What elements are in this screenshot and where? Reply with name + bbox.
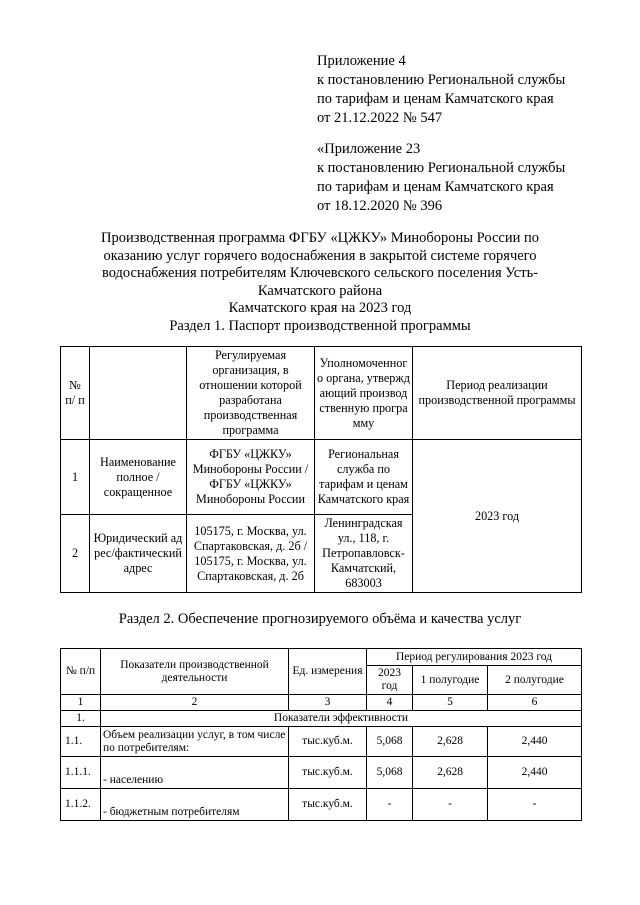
t2-header-indicator: Показатели производственной деятельности (101, 649, 289, 695)
t2-header-year: 2023 год (367, 666, 413, 695)
t1-row2-label: Юридический адрес/фактический адрес (90, 515, 187, 593)
title-line-5: Камчатского края на 2023 год (228, 300, 412, 316)
t1-row1-num: 1 (61, 440, 90, 515)
t1-row1-label: Наименование полное / сокращенное (90, 440, 187, 515)
t2-row3-unit: тыс.куб.м. (289, 789, 367, 821)
t2-header-unit: Ед. измерения (289, 649, 367, 695)
t2-index-4: 4 (367, 695, 413, 711)
t2-header-h1: 1 полугодие (413, 666, 488, 695)
document-title (60, 230, 580, 318)
t2-index-2: 2 (101, 695, 289, 711)
t2-row1-num: 1.1. (61, 727, 101, 757)
t1-header-period: Период реализации производственной программы (413, 347, 582, 440)
passport-table (60, 346, 582, 593)
t2-row1-h2: 2,440 (488, 727, 582, 757)
t2-row3-h2: - (488, 789, 582, 821)
annex-4-line-1: Приложение 4 (317, 53, 406, 69)
t2-row2-year: 5,068 (367, 757, 413, 789)
t2-row1-h1: 2,628 (413, 727, 488, 757)
t2-index-6: 6 (488, 695, 582, 711)
t1-row1-authority: Региональная служба по тарифам и ценам Камчатского края (315, 440, 413, 515)
annex-23-line-4: от 18.12.2020 № 396 (317, 198, 443, 214)
title-line-1: Производственная программа ФГБУ «ЦЖКУ» Минобороны России по (101, 230, 539, 246)
t1-row2-num: 2 (61, 515, 90, 593)
t2-row2-num: 1.1.1. (61, 757, 101, 789)
annex-4-line-2: к постановлению Региональной службы (317, 72, 566, 88)
t2-row3-h1: - (413, 789, 488, 821)
services-table (60, 648, 582, 821)
t2-index-1: 1 (61, 695, 101, 711)
t1-period-value: 2023 год (413, 440, 582, 593)
section-1-title: Раздел 1. Паспорт производственной программы (169, 318, 471, 334)
t2-index-3: 3 (289, 695, 367, 711)
t1-row1-org: ФГБУ «ЦЖКУ» Минобороны России / ФГБУ «ЦЖКУ» Минобороны России (187, 440, 315, 515)
title-line-2: оказанию услуг горячего водоснабжения в закрытой системе горячего (103, 247, 537, 264)
annex-4-line-4: от 21.12.2022 № 547 (317, 110, 443, 126)
annex-4-block (317, 52, 565, 128)
t2-header-period: Период регулирования 2023 год (367, 649, 582, 666)
t2-row3-year: - (367, 789, 413, 821)
title-line-4: Камчатского района (257, 282, 383, 299)
t2-header-h2: 2 полугодие (488, 666, 582, 695)
t2-row2-h2: 2,440 (488, 757, 582, 789)
t2-section-num: 1. (61, 711, 101, 727)
t2-row2-h1: 2,628 (413, 757, 488, 789)
t2-row1-unit: тыс.куб.м. (289, 727, 367, 757)
annex-23-line-1: «Приложение 23 (317, 141, 421, 157)
t2-row2-label: - населению (101, 757, 289, 789)
t1-row2-org: 105175, г. Москва, ул. Спартаковская, д. 2б / 105175, г. Москва, ул. Спартаковская, д. 2б (187, 515, 315, 593)
title-line-3: водоснабжения потребителям Ключевского сельского поселения Усть- (101, 265, 539, 281)
t2-row3-label: - бюджетным потребителям (101, 789, 289, 821)
annex-4-line-3: по тарифам и ценам Камчатского края (317, 91, 554, 107)
annex-23-line-3: по тарифам и ценам Камчатского края (317, 179, 554, 195)
t1-header-org: Регулируемая организация, в отношении которой разработана производственная программа (187, 347, 315, 440)
t2-index-5: 5 (413, 695, 488, 711)
t1-header-authority: Уполномоченного органа, утверждающий производственную программу (315, 347, 413, 440)
t2-row1-year: 5,068 (367, 727, 413, 757)
section-2-title: Раздел 2. Обеспечение прогнозируемого объёма и качества услуг (118, 611, 522, 627)
t1-header-num: № п/ п (61, 347, 90, 440)
t2-row1-label: Объем реализации услуг, в том числе по потребителям: (101, 727, 289, 757)
annex-23-line-2: к постановлению Региональной службы (317, 160, 566, 176)
t2-header-num: № п/п (61, 649, 101, 695)
t2-row2-unit: тыс.куб.м. (289, 757, 367, 789)
t2-section-label: Показатели эффективности (101, 711, 582, 727)
t2-row3-num: 1.1.2. (61, 789, 101, 821)
t1-header-blank (90, 347, 187, 440)
annex-23-block (317, 140, 565, 216)
t1-row2-authority: Ленинградская ул., 118, г. Петропавловск-Камчатский, 683003 (315, 515, 413, 593)
